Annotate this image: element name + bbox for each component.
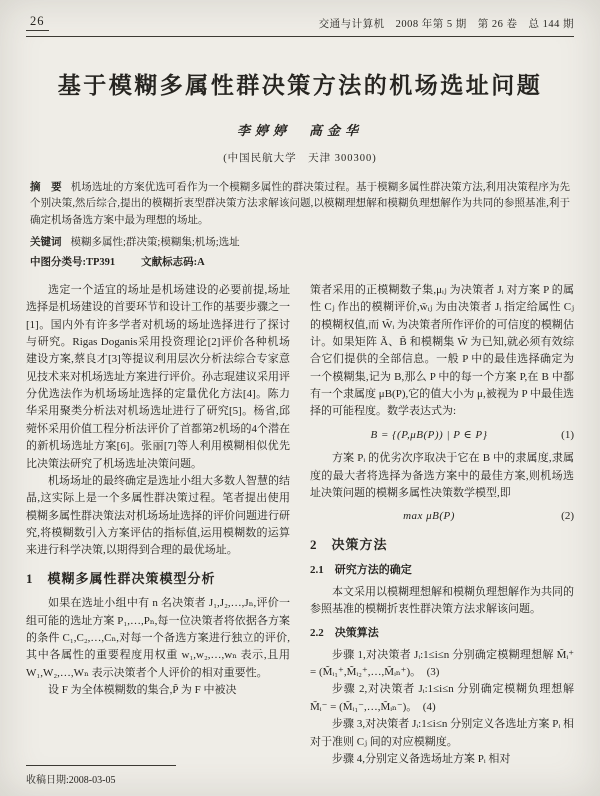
- journal-info: 交通与计算机 2008 年第 5 期 第 26 卷 总 144 期: [318, 19, 574, 30]
- paper-title: 基于模糊多属性群决策方法的机场选址问题: [57, 73, 543, 98]
- paragraph: 策者采用的正模糊数子集,μᵢⱼ 为决策者 Jᵢ 对方案 P 的属性 Cⱼ 作出的模糊评价,w̃ᵢⱼ 为由决策者 Jᵢ 指定给属性 Cⱼ 的模糊权值,而 W̃ᵢ 为决策者所作评价的可信度的模糊估计。如果矩阵 Ã、B̃ 和模糊集 W̃ 为已知,就必须有效综合它们提供的全部信息。一般 P 中的最佳选择确定为一个模糊集,记为 B,那么 P 中的每一个方案 P,在 B 中都有一个隶属度 μB(P),它的值大小为 μ,被视为 P 中最佳选择的可能程度。数学表达式为:: [310, 283, 574, 418]
- footer-divider: [26, 765, 176, 766]
- paragraph: 如果在选址小组中有 n 名决策者 J₁,J₂,…,Jₙ,评价一组可能的选址方案 P₁,…,Pₙ,每一位决策者将依据各方案的条件 C₁,C₂,…,Cₙ,对每一个备选方案进行独立的评价,其中各属性的重要程度用权重 w₁,w₂,…,wₙ 表示,且用 W₁,W₂,…,Wₙ 表示决策者个人评价的相对重要性。: [26, 597, 290, 679]
- subsection-heading-2-1: 2.1 研究方法的确定: [310, 564, 412, 577]
- equation-number-2: (2): [561, 510, 574, 523]
- received-date: 收稿日期:2008-03-05: [26, 775, 116, 786]
- page-footer: [26, 765, 176, 786]
- subsection-heading-2-2: 2.2 决策算法: [310, 627, 379, 640]
- step-paragraph: 步骤 4,分别定义备选场址方案 Pᵢ 相对: [332, 752, 511, 765]
- formula-2-expression: max μB(P): [403, 510, 455, 523]
- step-paragraph: 步骤 3,对决策者 Jᵢ:1≤i≤n 分别定义各选址方案 Pᵢ 相对于准则 Cⱼ 间的对应模糊度。: [310, 718, 574, 748]
- abstract-label: 摘 要: [30, 182, 62, 193]
- paragraph: 选定一个适宜的场址是机场建设的必要前提,场址选择是机场建设的首要环节和设计工作的基要步骤之一[1]。国内外有许多学者对机场的场址选择进行了探讨与研究。Rigas Doganis采用投资理论[2]评价各种机场建设方案,蔡良才[3]等提议利用层次分析法综合专家意见技术来对机场选址方案进行评价。孙志琨建议采用评分优选法作为机场场址选择的定量优化方法[4]。陈力华采用聚类分析法对机场选址进行了研究[5]。杨省,邱菀怀采用价值工程分析法评价了首都第2机场的4个潜在的新机场选址方案[6]。张丽[7]等人利用模糊相似优先比决策法研究了机场选址决策问题。: [26, 283, 290, 470]
- paragraph: 机场场址的最终确定是选址小组大多数人智慧的结晶,这实际上是一个多属性群决策过程。笔者提出使用模糊多属性群决策法对机场场址选择的评价问题进行研究,将模糊数引入方案评估的指标值,运用模糊数的运算来进行科学决策,以期得到合理的最优场址。: [26, 474, 290, 557]
- journal-header: [26, 14, 574, 37]
- clc-number: 中图分类号:TP391: [30, 256, 116, 268]
- affiliation: (中国民航大学 天津 300300): [223, 153, 377, 164]
- step-paragraph: 步骤 1,对决策者 Jᵢ:1≤i≤n 分别确定模糊理想解 M̃ᵢ⁺ = (M̃ᵢ₁⁺,M̃ᵢ₂⁺,…,M̃ᵢₙ⁺)。 (3): [310, 648, 574, 679]
- equation-number-1: (1): [561, 428, 574, 441]
- paragraph: 设 F 为全体模糊数的集合,P̃ 为 F 中被决: [48, 684, 237, 697]
- abstract-text: 机场选址的方案优选可看作为一个模糊多属性的群决策过程。基于模糊多属性群决策方法,利用决策程序为先个别决策,然后综合,提出的模糊折衷型群决策方法求解该问题,以模糊理想解和模糊负理想解作为共同的参照基准,利于确定机场备选方案中最为理想的场址。: [30, 182, 570, 226]
- formula-1: [310, 427, 574, 444]
- formula-2: [310, 508, 574, 525]
- keywords-label: 关键词: [30, 236, 62, 248]
- keywords-text: 模糊多属性;群决策;模糊集;机场;选址: [70, 236, 240, 248]
- section-heading-2: 2 决策方法: [310, 536, 388, 552]
- page-number: 26: [26, 14, 49, 31]
- abstract: [30, 180, 570, 229]
- column-right: [310, 282, 574, 765]
- authors: 李婷婷 高金华: [236, 123, 363, 138]
- section-heading-1: 1 模糊多属性群决策模型分析: [26, 570, 216, 586]
- keywords-line: [30, 234, 570, 249]
- clc-line: [30, 254, 570, 269]
- paragraph: 方案 Pᵢ 的优劣次序取决于它在 B 中的隶属度,隶属度的最大者将选择为备选方案中的最佳方案,则机场选址决策问题的模糊多属性决策数学模型,即: [310, 452, 574, 499]
- two-column-body: [26, 282, 574, 765]
- paragraph: 本文采用以模糊理想解和模糊负理想解作为共同的参照基准的模糊折衷性群决策方法求解该问题。: [310, 585, 574, 615]
- column-left: [26, 282, 290, 754]
- document-code: 文献标志码:A: [141, 256, 205, 268]
- step-paragraph: 步骤 2,对决策者 Jᵢ:1≤i≤n 分别确定模糊负理想解 M̃ᵢ⁻ = (M̃ᵢ₁⁻,…,M̃ᵢₙ⁻)。 (4): [310, 683, 574, 713]
- formula-1-expression: B = {(P,μB(P)) | P ∈ P}: [370, 428, 488, 441]
